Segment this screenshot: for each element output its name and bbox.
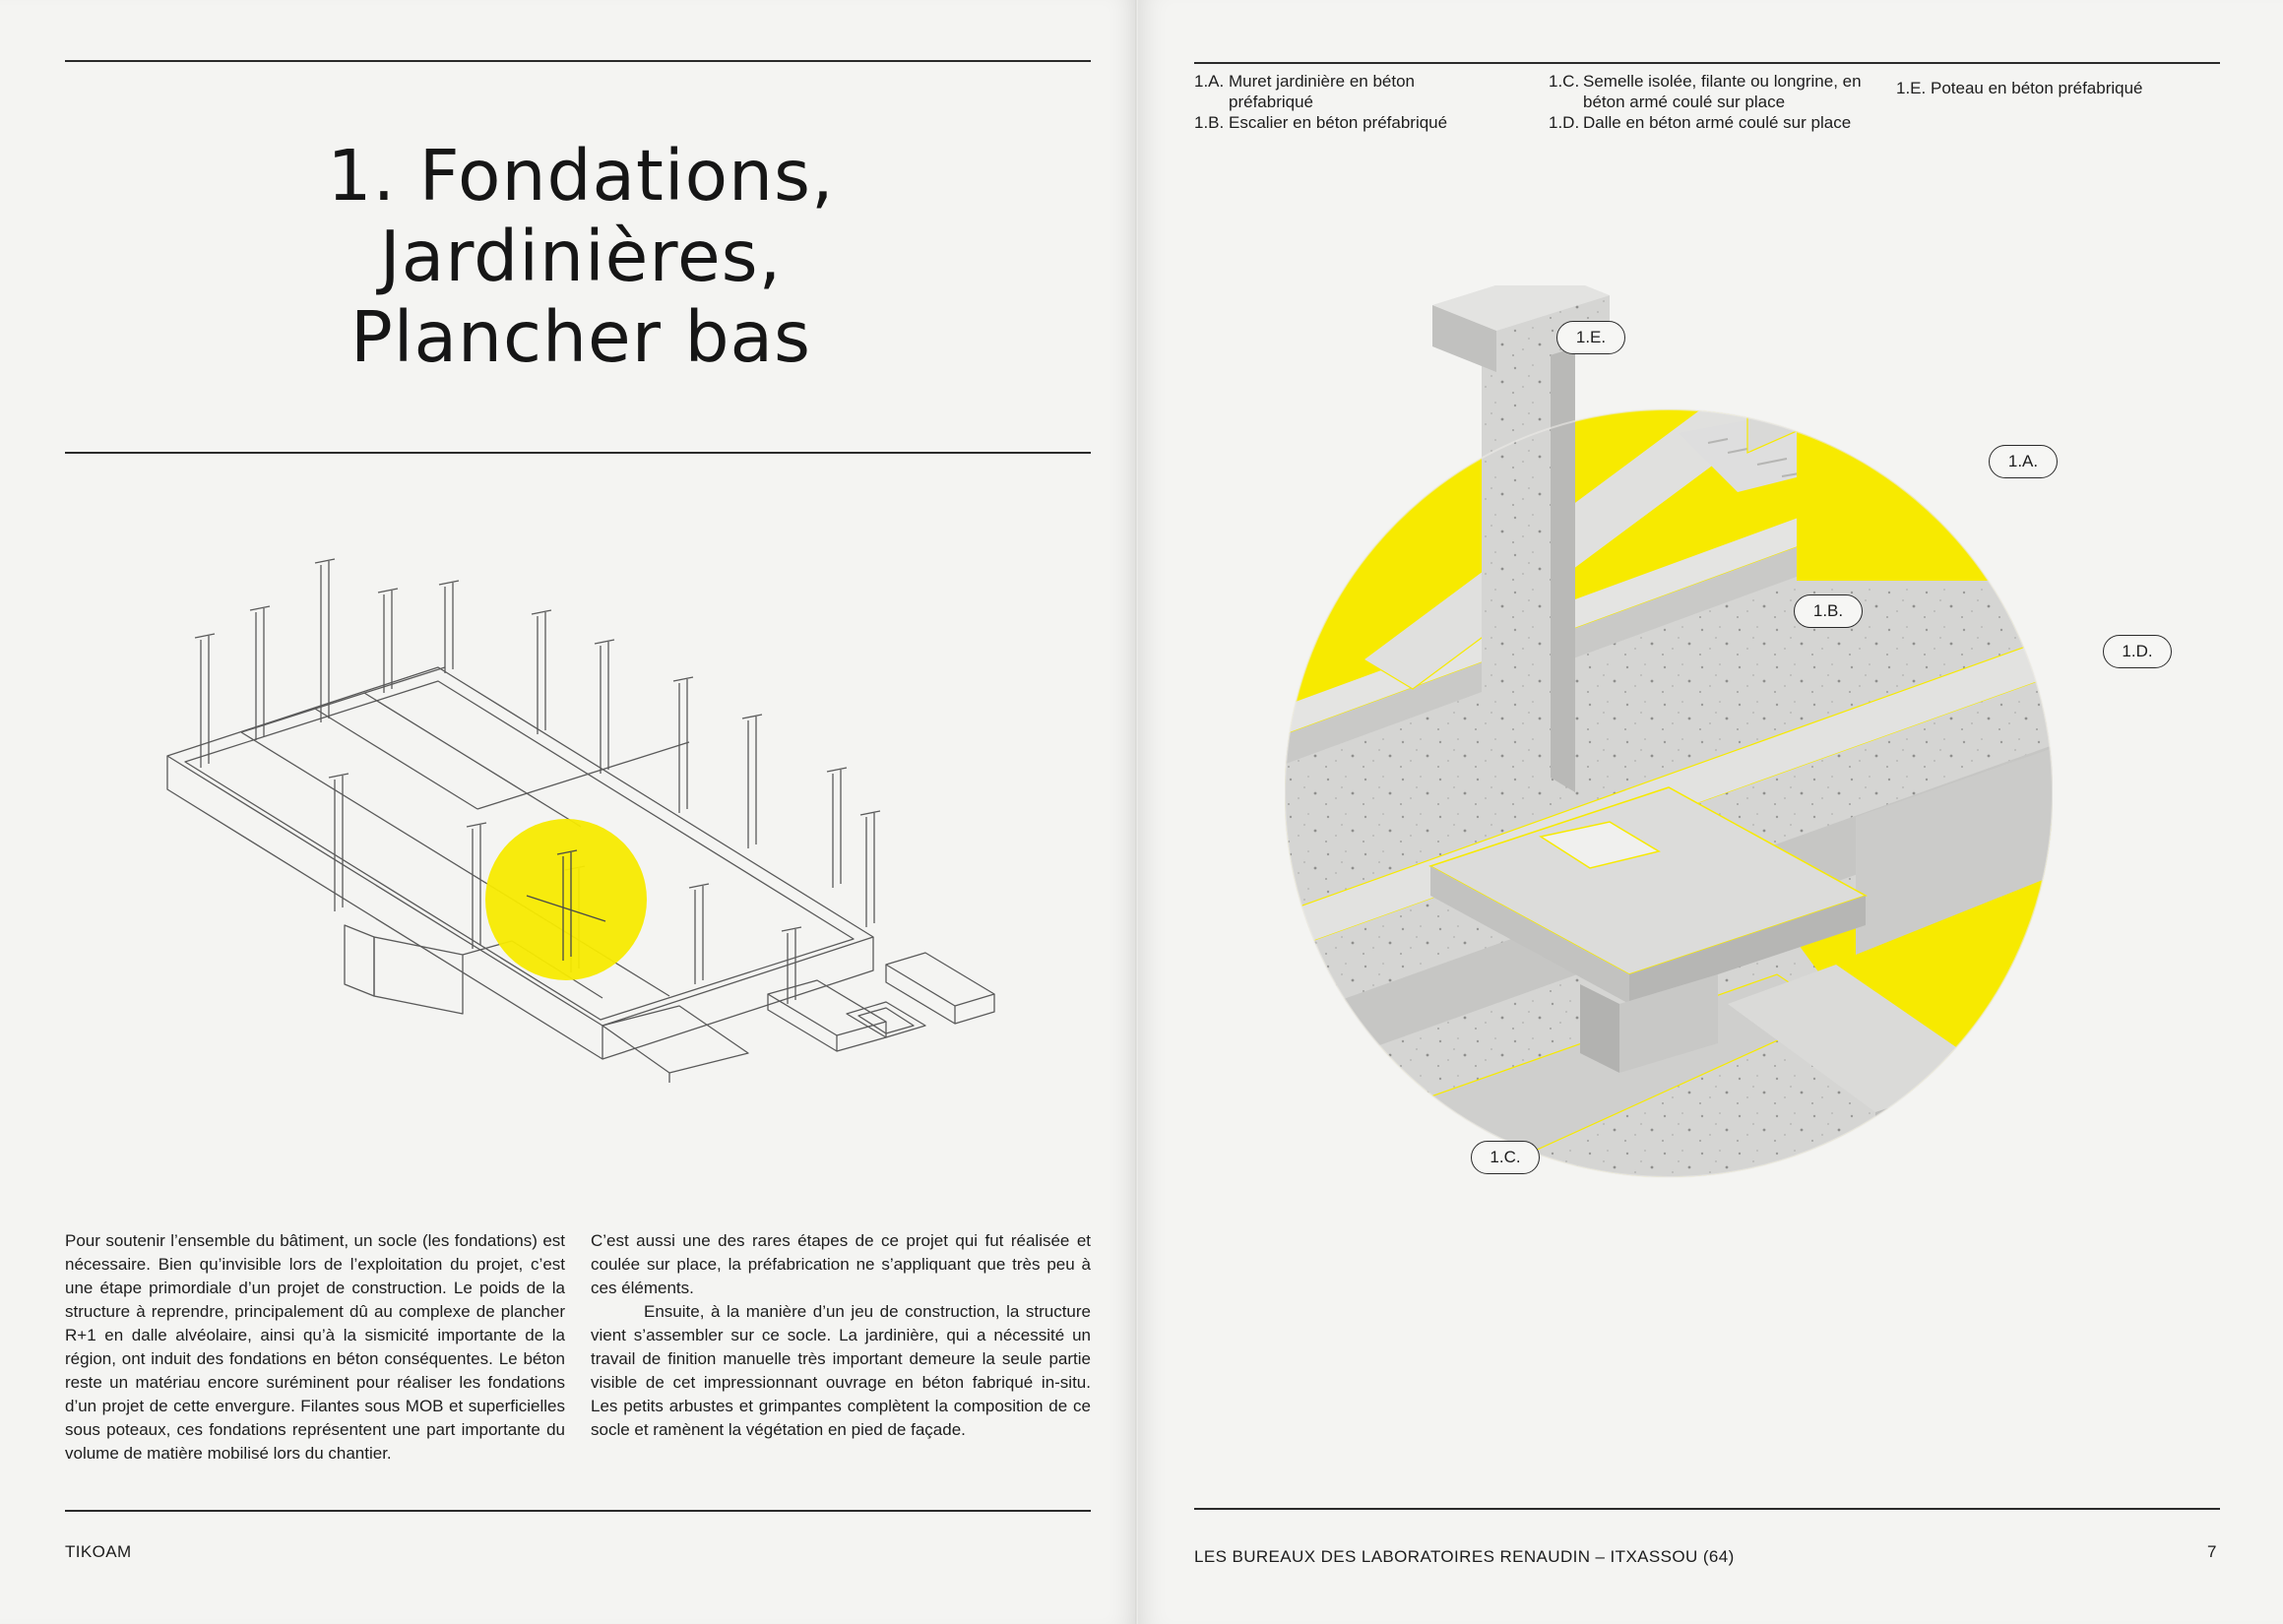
page-number: 7 (2207, 1542, 2217, 1561)
title-line-3: Plancher bas (349, 296, 812, 378)
chapter-title (246, 136, 916, 378)
footer-rule (1194, 1508, 2220, 1510)
legend-item-1d: 1.D. Dalle en béton armé coulé sur place (1549, 113, 1852, 132)
legend-column-2 (1549, 71, 1883, 133)
footer-rule (65, 1510, 1091, 1512)
top-rule (65, 60, 1091, 62)
body-paragraph: Pour soutenir l’ensemble du bâtiment, un socle (les fondations) est nécessaire. Bien qu’invisible lors de l’exploitation du projet, c’est une étape primordiale d’un projet de construction. Le poids de la structure à reprendre, principalement dû au complexe de plancher R+1 en dalle alvéolaire, ainsi qu’à la sismicité importante de la région, ont induit des fondations en béton conséquentes. Le béton reste un matériau encore suréminent pour réaliser les fondations d’un projet de cette envergure. Filantes sous MOB et superficielles sous poteaux, ces fondations représentent une part importante du volume de matière mobilisé lors du chantier. (65, 1231, 565, 1463)
callout-1a: 1.A. (1989, 445, 2058, 478)
callout-1b: 1.B. (1794, 594, 1863, 628)
title-bottom-rule (65, 452, 1091, 454)
title-line-2: Jardinières, (379, 216, 783, 297)
footer-brand: TIKOAM (65, 1542, 132, 1561)
legend-item-1b: 1.B. Escalier en béton préfabriqué (1194, 113, 1448, 132)
top-rule (1194, 62, 2220, 64)
highlight-circle (485, 819, 647, 980)
body-paragraph: C’est aussi une des rares étapes de ce projet qui fut réalisée et coulée sur place, la préfabrication ne s’appliquant que très peu à ces éléments. (591, 1231, 1091, 1297)
legend-column-3 (1896, 78, 2221, 98)
legend-item-1e: 1.E. Poteau en béton préfabriqué (1896, 79, 2143, 97)
body-paragraph: Ensuite, à la manière d’un jeu de construction, la structure vient s’assembler sur ce socle. La jardinière, qui a nécessité un travail de finition manuelle très important demeure la seule partie visible de cet impressionnant ouvrage en béton fabriqué in-situ. Les petits arbustes et grimpantes complètent la composition de ce socle et ramènent la végétation en pied de façade. (591, 1302, 1091, 1439)
legend-item-1a: 1.A. Muret jardinière en béton préfabriqué (1194, 72, 1416, 111)
body-column-2 (591, 1229, 1091, 1442)
axonometric-foundation-drawing (138, 551, 1024, 1083)
body-column-1 (65, 1229, 565, 1466)
legend-column-1 (1194, 71, 1480, 133)
footer-project-title: LES BUREAUX DES LABORATOIRES RENAUDIN – ITXASSOU (64) (1194, 1547, 1735, 1566)
legend-item-1c: 1.C. Semelle isolée, filante ou longrine, en béton armé coulé sur place (1549, 72, 1862, 111)
concrete-detail-illustration (1285, 285, 2053, 1211)
title-line-1: 1. Fondations, (327, 135, 835, 217)
left-page (0, 0, 1138, 1624)
callout-1d: 1.D. (2103, 635, 2172, 668)
callout-1e: 1.E. (1556, 321, 1625, 354)
callout-1c: 1.C. (1471, 1141, 1540, 1174)
